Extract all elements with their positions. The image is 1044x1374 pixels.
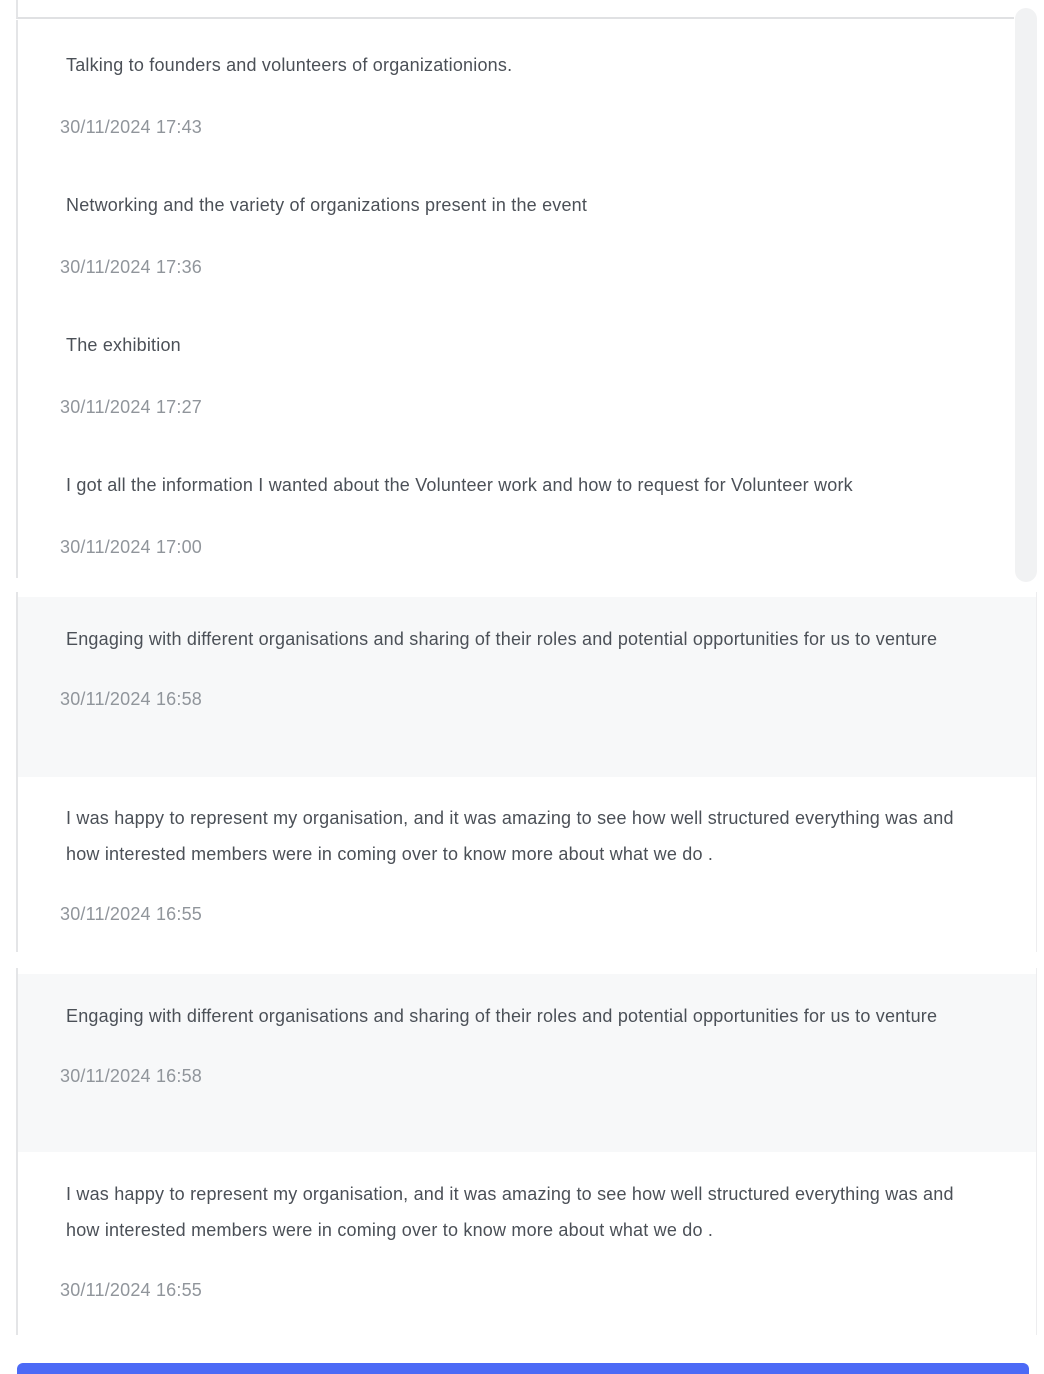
feedback-comment: I was happy to represent my organisation, and it was amazing to see how well structured everything was and how interested members were in coming over to know more about what we do .: [66, 808, 954, 864]
feedback-entry: [18, 187, 1037, 285]
feedback-comment: Networking and the variety of organizations present in the event: [66, 195, 588, 215]
feedback-timestamp: 30/11/2024 17:27: [60, 397, 202, 417]
feedback-entry: [18, 467, 1037, 565]
bottom-cutoff-button[interactable]: [17, 1363, 1029, 1374]
response-card: [16, 592, 1037, 952]
feedback-timestamp: 30/11/2024 17:36: [60, 257, 202, 277]
feedback-comment: Engaging with different organisations and sharing of their roles and potential opportunities for us to venture: [66, 629, 938, 649]
feedback-comment: I was happy to represent my organisation, and it was amazing to see how well structured everything was and how interested members were in coming over to know more about what we do .: [66, 1184, 954, 1240]
feedback-row-highlighted: [18, 974, 1036, 1152]
feedback-row-highlighted: [18, 597, 1036, 777]
feedback-row: [18, 777, 1036, 952]
feedback-timestamp: 30/11/2024 16:58: [60, 1066, 202, 1086]
feedback-timestamp: 30/11/2024 16:55: [60, 904, 202, 924]
feedback-timestamp: 30/11/2024 16:55: [60, 1280, 202, 1300]
feedback-comment: I got all the information I wanted about the Volunteer work and how to request for Volunteer work: [66, 475, 853, 495]
feedback-row: [18, 1152, 1036, 1335]
feedback-scroll-panel[interactable]: [16, 20, 1037, 578]
feedback-timestamp: 30/11/2024 16:58: [60, 689, 202, 709]
feedback-timestamp: 30/11/2024 17:00: [60, 537, 202, 557]
feedback-comment: Engaging with different organisations and sharing of their roles and potential opportunities for us to venture: [66, 1006, 938, 1026]
top-card-fragment: [16, 0, 1014, 19]
feedback-comment: Talking to founders and volunteers of organizationions.: [66, 55, 513, 75]
response-card: [16, 968, 1037, 1335]
scrollbar-thumb[interactable]: [1015, 8, 1037, 582]
feedback-timestamp: 30/11/2024 17:43: [60, 117, 202, 137]
feedback-comment: The exhibition: [66, 335, 181, 355]
feedback-entry: [18, 327, 1037, 425]
feedback-entry: [18, 47, 1037, 145]
